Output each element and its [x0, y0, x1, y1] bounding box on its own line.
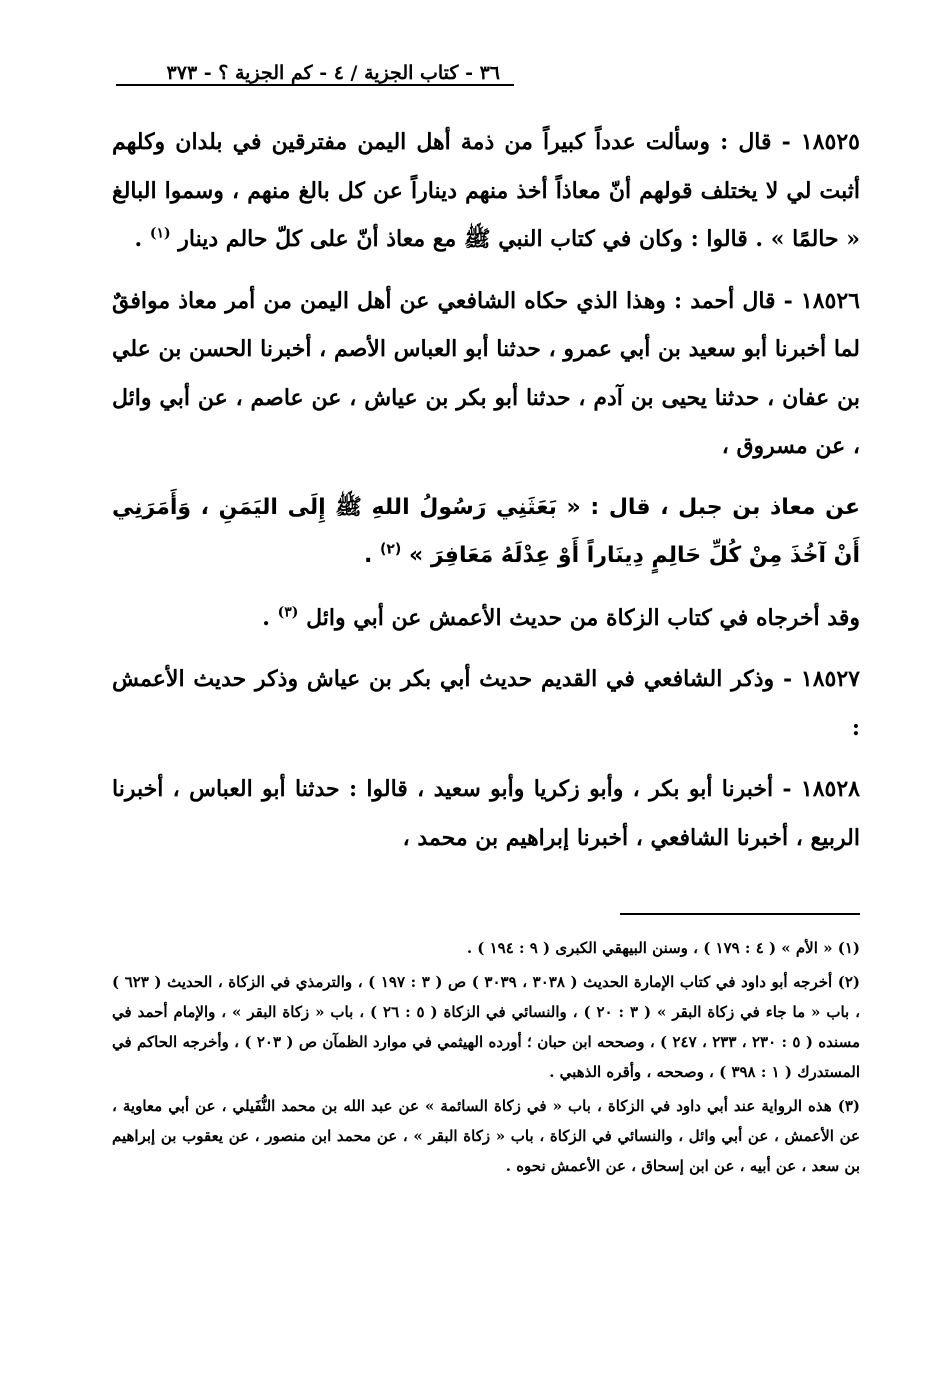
footnote-3: (٣) هذه الرواية عند أبي داود في الزكاة ، باب « في زكاة السائمة » عن عبد الله بن محمد النُّفَيلي ، عن أبي معاوية ، عن الأعمش ، عن أبي وائل ، والنسائي في الزكاة ، باب « زكاة البقر » ، عن محمد ابن منصور ، عن يعقوب بن إبراهيم بن سعد ، عن أبيه ، عن ابن إسحاق ، عن الأعمش نحوه . [112, 1097, 860, 1175]
paragraph-takhrij [112, 594, 860, 643]
paragraph-text: ١٨٥٢٨ - أخبرنا أبو بكر ، وأبو زكريا وأبو سعيد ، قالوا : حدثنا أبو العباس ، أخبرنا الربيع ، أخبرنا الشافعي ، أخبرنا إبراهيم بن محمد ، [112, 776, 860, 851]
footnote-1: (١) « الأم » ( ٤ : ١٧٩ ) ، وسنن البيهقي الكبرى ( ٩ : ١٩٤ ) . [466, 939, 860, 957]
paragraph-tail: . [262, 604, 278, 631]
paragraph-text: ١٨٥٢٧ - وذكر الشافعي في القديم حديث أبي بكر بن عياش وذكر حديث الأعمش : [112, 666, 860, 741]
paragraph-text: ١٨٥٢٦ - قال أحمد : وهذا الذي حكاه الشافعي عن أهل اليمن من أمر معاذ موافقٌ لما أخبرنا أبو سعيد بن أبي عمرو ، حدثنا أبو العباس الأصم ، أخبرنا الحسن بن علي بن عفان ، حدثنا يحيى بن آدم ، حدثنا أبو بكر بن عياش ، عن عاصم ، عن أبي وائل ، عن مسروق ، [112, 287, 860, 459]
footnote-ref-1: (١) [149, 225, 171, 242]
main-text [112, 118, 860, 875]
paragraph-text: وقد أخرجاه في كتاب الزكاة من حديث الأعمش عن أبي وائل [306, 604, 860, 631]
running-title: ٣٦ - كتاب الجزية / ٤ - كم الجزية ؟ - ٣٧٣ [166, 62, 500, 84]
paragraph-tail: . [134, 226, 150, 252]
header-rule [116, 84, 514, 86]
paragraph-18527 [112, 655, 860, 752]
paragraph-tail: . [363, 543, 380, 568]
footnote-separator [620, 913, 860, 915]
footnotes [112, 933, 860, 1185]
paragraph-18528 [112, 765, 860, 862]
footnote-ref-2: (٢) [379, 541, 402, 558]
paragraph-18525 [112, 118, 860, 264]
footnote-ref-3: (٣) [277, 604, 299, 621]
hadith-text [112, 484, 860, 581]
paragraph-text: ١٨٥٢٥ - قال : وسألت عدداً كبيراً من ذمة أهل اليمن مفترقين في بلدان وكلهم أثبت لي لا يختلف قولهم أنّ معاذاً أخذ منهم ديناراً عن كل بالغ منهم ، وسموا البالغ « حالمًا » . قالوا : وكان في كتاب النبي ﷺ مع معاذ أنّ على كلّ حالم دينار [112, 129, 860, 252]
paragraph-18526 [112, 277, 860, 471]
paragraph-text: عن معاذ بن جبل ، قال : « بَعَثَنِي رَسُولُ اللهِ ﷺ إِلَى اليَمَنِ ، وَأَمَرَنِي أَنْ آخُذَ مِنْ كُلِّ حَالِمٍ دِينَاراً أَوْ عِدْلَهُ مَعَافِرَ » [112, 494, 860, 568]
footnote-2: (٢) أخرجه أبو داود في كتاب الإمارة الحديث ( ٣٠٣٨ ، ٣٠٣٩ ) ص ( ٣ : ١٩٧ ) ، والترمذي في الزكاة ، الحديث ( ٦٢٣ ) ، باب « ما جاء في زكاة البقر » ( ٣ : ٢٠ ) ، والنسائي في الزكاة ( ٥ : ٢٦ ) ، باب « زكاة البقر » ، والإمام أحمد في مسنده ( ٥ : ٢٣٠ ، ٢٣٣ ، ٢٤٧ ) ، وصححه ابن حبان ؛ أورده الهيثمي في موارد الظمآن ص ( ٢٠٣ ) ، وأخرجه الحاكم في المستدرك ( ١ : ٣٩٨ ) ، وصححه ، وأقره الذهبي . [112, 973, 861, 1081]
page-header [116, 60, 860, 94]
